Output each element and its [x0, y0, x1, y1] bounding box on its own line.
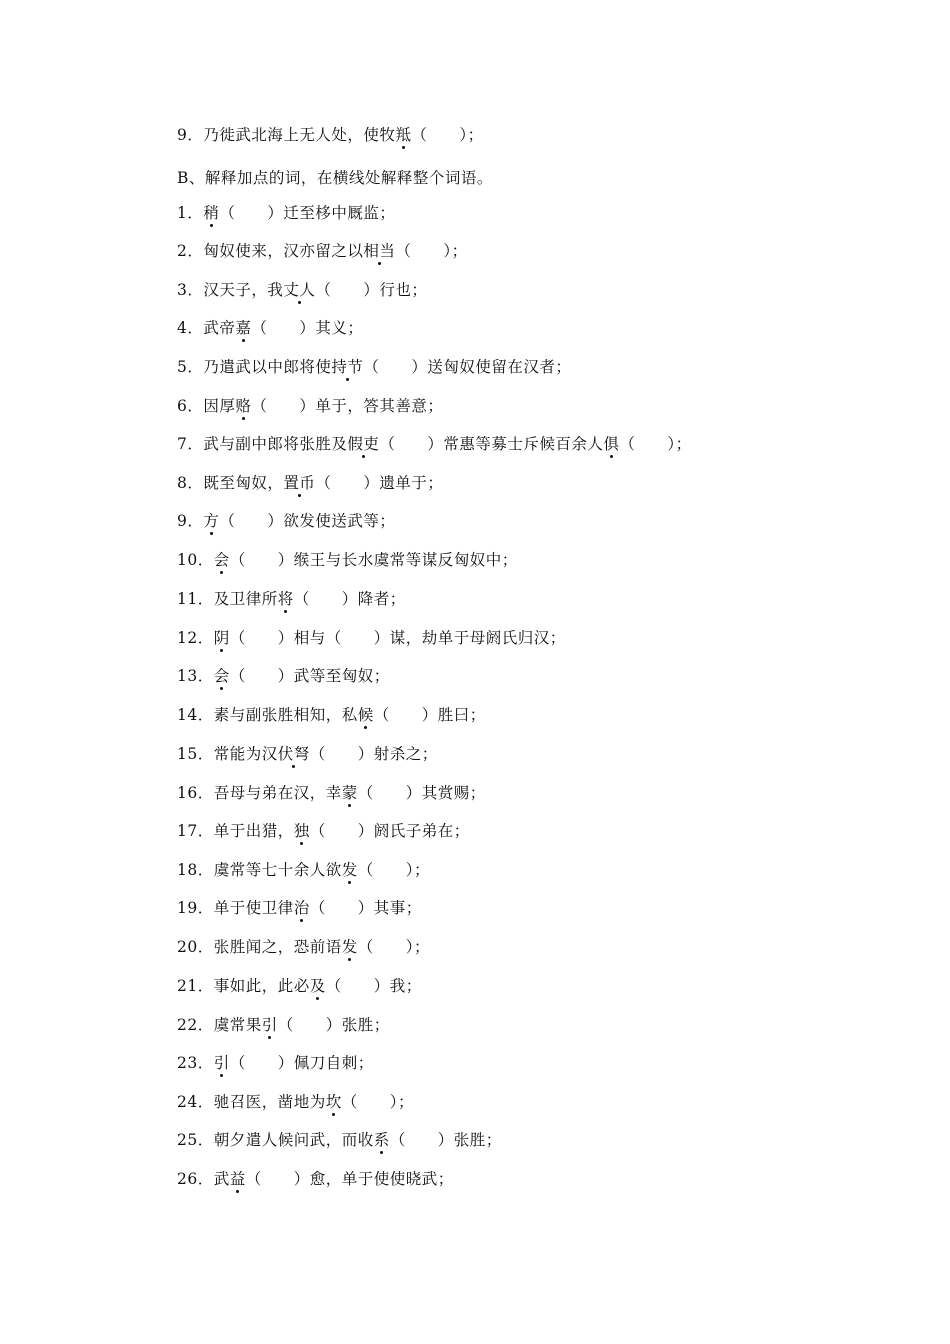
line-text: 21．事如此，此必: [177, 977, 310, 995]
exercise-line: [177, 473, 443, 493]
exercise-line: [177, 744, 438, 764]
line-text: 5．乃遣武以中郎将使: [177, 358, 332, 376]
line-text: （ ）行也；: [315, 281, 428, 299]
exercise-line: [177, 705, 486, 725]
emphasized-word: 坎: [325, 1093, 342, 1111]
exercise-line: [177, 666, 390, 686]
line-text: 19．单于使卫律: [177, 899, 294, 917]
exercise-line: [177, 860, 430, 880]
line-text: （ ）常惠等募士斥候百余人: [379, 435, 604, 453]
line-text: （ ）缑王与长水虞常等谋反匈奴中；: [229, 551, 518, 569]
line-text: （ ）其义；: [251, 319, 364, 337]
line-text: （ ）射杀之；: [309, 745, 438, 763]
exercise-line: [177, 241, 468, 261]
line-text: 7．武与副中郎将张胜及: [177, 435, 348, 453]
exercise-line: [177, 511, 395, 531]
line-text: （ ）；: [619, 435, 692, 453]
emphasized-word: 阴: [213, 629, 230, 647]
exercise-line: [177, 203, 395, 223]
line-text: 22．虞常果: [177, 1016, 262, 1034]
exercise-line: [177, 1130, 502, 1150]
exercise-line: [177, 589, 406, 609]
exercise-line: [177, 357, 571, 377]
line-text: 13．: [177, 667, 214, 685]
line-text: 12．: [177, 629, 214, 647]
line-text: （ ）其赏赐；: [357, 784, 486, 802]
exercise-line: [177, 898, 422, 918]
emphasized-word: 引: [213, 1054, 230, 1072]
line-text: （ ）我；: [325, 977, 422, 995]
line-text: （ ）武等至匈奴；: [229, 667, 390, 685]
line-text: 11．及卫律所: [177, 590, 278, 608]
exercise-line: [177, 976, 422, 996]
line-text: 26．武: [177, 1170, 230, 1188]
line-text: 15．常能为汉: [177, 745, 278, 763]
exercise-line: [177, 396, 443, 416]
emphasized-word: 伏弩: [277, 745, 310, 763]
emphasized-word: 发: [341, 938, 358, 956]
line-text: （ ）；: [395, 242, 468, 260]
emphasized-word: 嘉: [235, 319, 252, 337]
line-text: （ ）单于，答其善意；: [251, 397, 444, 415]
emphasized-word: 独: [293, 822, 310, 840]
line-text: （ ）迁至栘中厩监；: [219, 204, 396, 222]
line-text: （ ）送匈奴使留在汉者；: [363, 358, 572, 376]
line-text: 1．: [177, 204, 204, 222]
line-text: （ ）；: [341, 1093, 415, 1111]
line-text: （ ）张胜；: [389, 1131, 502, 1149]
emphasized-word: 会: [213, 551, 230, 569]
exercise-line: [177, 821, 470, 841]
line-text: （ ）阏氏子弟在；: [309, 822, 470, 840]
line-text: 10．: [177, 551, 214, 569]
emphasized-word: 赂: [235, 397, 252, 415]
line-text: （ ）其事；: [309, 899, 422, 917]
line-text: 16．吾母与弟在汉，幸: [177, 784, 342, 802]
line-text: B、解释加点的词，在横线处解释整个词语。: [177, 169, 493, 187]
line-text: 2．匈奴使来，汉亦留之以: [177, 242, 364, 260]
exercise-line: [177, 1053, 374, 1073]
emphasized-word: 稍: [203, 204, 220, 222]
emphasized-word: 丈人: [283, 281, 316, 299]
exercise-line: [177, 628, 566, 648]
emphasized-word: 方: [203, 512, 220, 530]
line-text: 20．张胜闻之，恐前语: [177, 938, 342, 956]
line-text: （ ）；: [357, 938, 431, 956]
emphasized-word: 蒙: [341, 784, 358, 802]
line-text: 3．汉天子，我: [177, 281, 284, 299]
line-text: （ ）愈，单于使使晓武；: [245, 1170, 454, 1188]
line-text: 17．单于出猎，: [177, 822, 294, 840]
exercise-line: [177, 550, 518, 570]
exercise-line: [177, 434, 692, 454]
exercise-line: [177, 1169, 454, 1189]
emphasized-word: 治: [293, 899, 310, 917]
emphasized-word: 将: [277, 590, 294, 608]
line-text: 14．素与副张胜相知，私: [177, 706, 358, 724]
emphasized-word: 俱: [603, 435, 620, 453]
line-text: 25．朝夕遣人候问武，而收: [177, 1131, 374, 1149]
emphasized-word: 发: [341, 861, 358, 879]
exercise-line: [177, 318, 363, 338]
line-text: （ ）佩刀自刺；: [229, 1054, 374, 1072]
exercise-line: [177, 783, 486, 803]
line-text: 9．乃徙武北海上无人处，使牧: [177, 126, 396, 144]
emphasized-word: 置币: [283, 474, 316, 492]
exercise-line: [177, 280, 427, 300]
emphasized-word: 会: [213, 667, 230, 685]
emphasized-word: 益: [229, 1170, 246, 1188]
line-text: 9．: [177, 512, 204, 530]
line-text: 18．虞常等七十余人欲: [177, 861, 342, 879]
line-text: （ ）遗单于；: [315, 474, 444, 492]
emphasized-word: 及: [309, 977, 326, 995]
emphasized-word: 候: [357, 706, 374, 724]
emphasized-word: 假吏: [347, 435, 380, 453]
line-text: （ ）；: [357, 861, 431, 879]
line-text: 4．武帝: [177, 319, 236, 337]
emphasized-word: 系: [373, 1131, 390, 1149]
line-text: 8．既至匈奴，: [177, 474, 284, 492]
line-text: 23．: [177, 1054, 214, 1072]
line-text: （ ）张胜；: [277, 1016, 390, 1034]
line-text: （ ）；: [411, 126, 484, 144]
line-text: （ ）相与（ ）谋，劫单于母阏氏归汉；: [229, 629, 566, 647]
exercise-line: [177, 125, 484, 145]
emphasized-word: 引: [261, 1016, 278, 1034]
exercise-line: [177, 937, 430, 957]
line-text: 24．驰召医，凿地为: [177, 1093, 326, 1111]
line-text: （ ）降者；: [293, 590, 406, 608]
exercise-line: [177, 1015, 390, 1035]
emphasized-word: 相当: [363, 242, 396, 260]
line-text: 6．因厚: [177, 397, 236, 415]
line-text: （ ）欲发使送武等；: [219, 512, 396, 530]
line-text: （ ）胜曰；: [373, 706, 486, 724]
exercise-line: [177, 1092, 414, 1112]
emphasized-word: 羝: [395, 126, 412, 144]
emphasized-word: 持节: [331, 358, 364, 376]
section-heading: [177, 168, 493, 188]
